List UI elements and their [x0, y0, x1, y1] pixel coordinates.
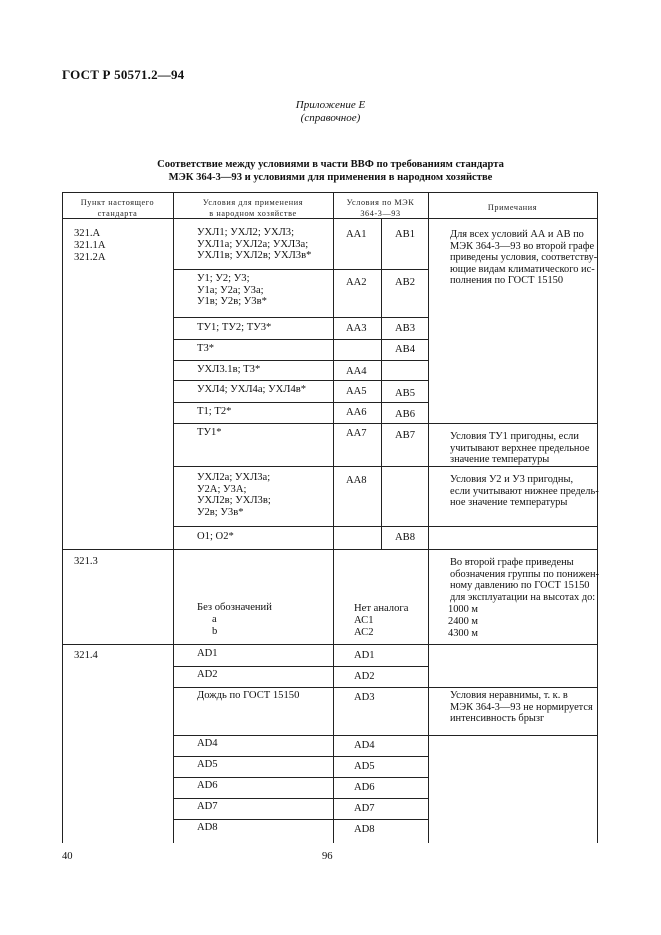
- row-rule: [173, 666, 428, 667]
- page-number-center: 96: [322, 851, 333, 862]
- note-text: полнения по ГОСТ 15150: [450, 275, 564, 287]
- row-rule: [173, 360, 428, 361]
- row-rule: [173, 687, 428, 688]
- clause-number: 321.4: [74, 650, 98, 661]
- note-altitude: 2400 м: [448, 616, 478, 627]
- condition-text: Т1; Т2*: [197, 406, 232, 417]
- iec-code: AD2: [354, 671, 375, 682]
- condition-text: Т3*: [197, 343, 215, 354]
- row-rule: [173, 526, 428, 527]
- iec-code-aa: АА1: [346, 229, 367, 240]
- table-title-line-1: Соответствие между условиями в части ВВФ по требованиям стандарта: [157, 159, 504, 170]
- note-text: для эксплуатации на высотах до:: [450, 591, 596, 603]
- table-right-rule: [597, 192, 598, 843]
- condition-text: УХЛ1в; УХЛ2в; УХЛ3в*: [197, 250, 312, 261]
- iec-code: AD1: [354, 650, 375, 661]
- row-rule: [173, 798, 428, 799]
- condition-text: a: [212, 614, 217, 625]
- iec-code-aa: АА6: [346, 407, 367, 418]
- appendix-label: Приложение Е: [295, 99, 366, 111]
- column-rule: [333, 192, 334, 843]
- column-header-clause: стандарта: [97, 209, 138, 218]
- iec-code-ab: АВ2: [395, 277, 416, 288]
- note-text: обозначения группы по понижен-: [450, 568, 599, 580]
- condition-text: У2в; У3в*: [197, 506, 244, 518]
- note-rule: [428, 687, 597, 688]
- condition-text: ТУ1*: [197, 427, 222, 438]
- note-rule: [428, 735, 597, 736]
- condition-text: УХЛ4; УХЛ4а; УХЛ4в*: [197, 384, 307, 395]
- row-rule: [173, 756, 428, 757]
- iec-code-aa: АА3: [346, 323, 367, 334]
- condition-text: Дождь по ГОСТ 15150: [197, 690, 300, 701]
- column-header-notes: Примечания: [487, 203, 538, 212]
- iec-code-ab: АВ7: [395, 430, 416, 441]
- condition-text: У2А; У3А;: [197, 483, 247, 495]
- column-rule: [173, 192, 174, 843]
- note-text: значение температуры: [450, 454, 550, 466]
- note-text: Условия ТУ1 пригодны, если: [450, 431, 579, 442]
- condition-text: УХЛ1; УХЛ2; УХЛ3;: [197, 227, 295, 238]
- condition-text: AD8: [197, 822, 218, 833]
- note-altitude: 1000 м: [448, 604, 478, 615]
- table-title-line-2: МЭК 364-3—93 и условиями для применения в народном хозяйстве: [168, 172, 493, 183]
- clause-number: 321.1А: [74, 240, 106, 251]
- row-rule: [173, 339, 428, 340]
- iec-code-ab: АВ8: [395, 532, 416, 543]
- iec-code: AD4: [354, 740, 375, 751]
- iec-code: АС2: [354, 627, 374, 638]
- section-rule: [62, 644, 597, 645]
- note-text: Для всех условий АА и АВ по: [450, 229, 584, 240]
- note-text: ное значение температуры: [450, 497, 568, 509]
- table-left-rule: [62, 192, 63, 843]
- condition-text: УХЛ3.1в; Т3*: [197, 364, 261, 375]
- condition-text: Без обозначений: [197, 602, 272, 613]
- document-code: ГОСТ Р 50571.2—94: [62, 67, 185, 82]
- condition-text: УХЛ1а; УХЛ2а; УХЛ3а;: [197, 238, 309, 250]
- iec-code: АС1: [354, 615, 374, 626]
- column-header-iec: Условия по МЭК: [346, 198, 415, 207]
- iec-code-ab: АВ6: [395, 409, 416, 420]
- clause-number: 321.А: [74, 228, 101, 239]
- row-rule: [173, 317, 428, 318]
- note-text: МЭК 364-3—93 не нормируется: [450, 701, 593, 713]
- column-header-clause: Пункт настоящего: [80, 198, 155, 207]
- table-top-rule: [62, 192, 597, 193]
- page-number-left: 40: [62, 851, 73, 862]
- iec-code-aa: АА8: [346, 475, 367, 486]
- column-rule: [428, 192, 429, 843]
- iec-code: AD5: [354, 761, 375, 772]
- condition-text: AD7: [197, 801, 218, 812]
- iec-code-ab: АВ4: [395, 344, 416, 355]
- note-rule: [428, 423, 597, 424]
- row-rule: [173, 819, 428, 820]
- note-altitude: 4300 м: [448, 628, 478, 639]
- column-header-conditions: Условия для применения: [202, 198, 304, 207]
- condition-text: AD1: [197, 648, 218, 659]
- row-rule: [173, 466, 428, 467]
- iec-code: Нет аналога: [354, 603, 409, 614]
- iec-code-ab: АВ1: [395, 229, 416, 240]
- row-rule: [173, 402, 428, 403]
- row-rule: [173, 735, 428, 736]
- note-text: ному давлению по ГОСТ 15150: [450, 580, 590, 592]
- condition-text: AD6: [197, 780, 218, 791]
- iec-code: AD8: [354, 824, 375, 835]
- clause-number: 321.2А: [74, 252, 106, 263]
- condition-text: AD4: [197, 738, 218, 749]
- section-rule: [62, 549, 597, 550]
- note-rule: [428, 526, 597, 527]
- condition-text: AD2: [197, 669, 218, 680]
- condition-text: У1; У2; У3;: [197, 273, 250, 284]
- condition-text: b: [212, 626, 218, 637]
- condition-text: О1; О2*: [197, 531, 234, 542]
- clause-number: 321.3: [74, 556, 98, 567]
- row-rule: [173, 777, 428, 778]
- condition-text: ТУ1; ТУ2; ТУ3*: [197, 322, 272, 333]
- note-text: если учитывают нижнее предель-: [450, 485, 599, 497]
- iec-code-aa: АА2: [346, 277, 367, 288]
- note-text: приведены условия, соответству-: [450, 252, 598, 264]
- condition-text: У1а; У2а; У3а;: [197, 284, 264, 296]
- condition-text: УХЛ2в; УХЛ3в;: [197, 495, 271, 506]
- condition-text: AD5: [197, 759, 218, 770]
- note-text: Во второй графе приведены: [450, 557, 574, 568]
- column-header-conditions: в народном хозяйстве: [209, 209, 297, 218]
- iec-code: AD7: [354, 803, 375, 814]
- condition-text: УХЛ2а; УХЛ3а;: [197, 472, 271, 483]
- row-rule: [173, 423, 428, 424]
- iec-code-ab: АВ3: [395, 323, 416, 334]
- iec-code: AD6: [354, 782, 375, 793]
- iec-code-ab: АВ5: [395, 388, 416, 399]
- iec-code-aa: АА5: [346, 386, 367, 397]
- column-header-iec: 364-3—93: [360, 209, 401, 218]
- note-text: Условия У2 и У3 пригодны,: [450, 474, 574, 485]
- note-text: Условия неравнимы, т. к. в: [450, 690, 568, 701]
- row-rule: [173, 380, 428, 381]
- condition-text: У1в; У2в; У3в*: [197, 296, 267, 307]
- iec-code: AD3: [354, 692, 375, 703]
- iec-code-aa: АА4: [346, 366, 367, 377]
- note-rule: [428, 466, 597, 467]
- subcolumn-rule: [381, 218, 382, 549]
- row-rule: [173, 269, 428, 270]
- note-text: учитывают верхнее предельное: [450, 442, 590, 454]
- appendix-note: (справочное): [300, 112, 361, 124]
- note-text: интенсивность брызг: [450, 713, 545, 725]
- iec-code-aa: АА7: [346, 428, 367, 439]
- note-text: МЭК 364-3—93 во второй графе: [450, 240, 595, 252]
- note-text: ющие видам климатического ис-: [450, 263, 595, 275]
